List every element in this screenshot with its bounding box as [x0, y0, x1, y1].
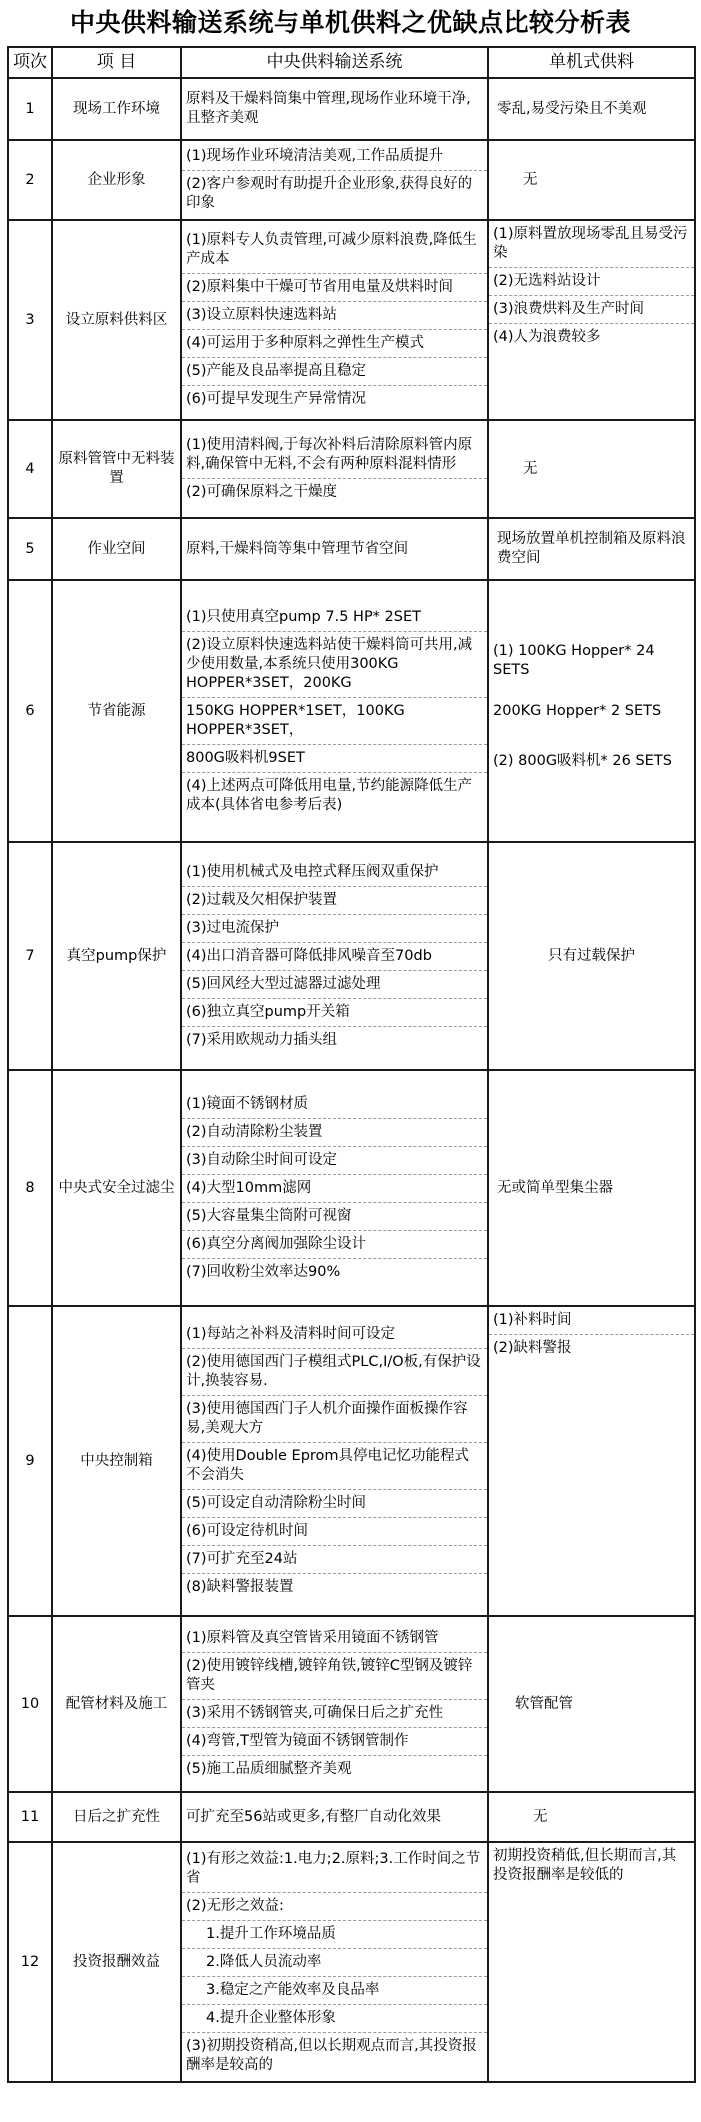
single-line: (2)缺料警报: [493, 1340, 572, 1356]
row-item: 投资报酬效益: [52, 1842, 181, 2082]
table-row: [8, 1070, 695, 1306]
single-line: 无或简单型集尘器: [497, 1179, 613, 1196]
central-line: 3.稳定之产能效率及良品率: [182, 1977, 487, 2005]
table-row: [8, 1842, 695, 2082]
central-line: 150KG HOPPER*1SET，100KG HOPPER*3SET，: [182, 698, 487, 745]
central-line: (2)无形之效益:: [182, 1893, 487, 1921]
central-line: 可扩充至56站或更多,有整厂自动化效果: [186, 1808, 442, 1825]
central-line: (6)可设定待机时间: [182, 1518, 487, 1546]
single-cell: [488, 420, 695, 518]
central-line: (5)产能及良品率提高且稳定: [182, 358, 487, 386]
single-cell: [488, 580, 695, 842]
row-number: 7: [8, 842, 52, 1070]
row-item: 中央式安全过滤尘: [52, 1070, 181, 1306]
central-line: (6)独立真空pump开关箱: [182, 999, 487, 1027]
central-line: (7)可扩充至24站: [182, 1546, 487, 1574]
row-item: 中央控制箱: [52, 1306, 181, 1616]
row-number: 1: [8, 78, 52, 140]
central-line: (1)只使用真空pump 7.5 HP* 2SET: [182, 604, 487, 632]
single-line: 初期投资稍低,但长期而言,其投资报酬率是较低的: [493, 1848, 677, 1883]
central-line: 1.提升工作环境品质: [182, 1921, 487, 1949]
central-line: (2)使用镀锌线槽,镀锌角铁,镀锌C型钢及镀锌管夹: [182, 1653, 487, 1700]
central-line: (4)弯管,T型管为镜面不锈钢管制作: [182, 1728, 487, 1756]
row-item: 原料管管中无料装置: [52, 420, 181, 518]
central-cell: [181, 78, 488, 140]
central-cell: [181, 1842, 488, 2082]
central-line: (7)回收粉尘效率达90%: [186, 1263, 341, 1280]
single-cell: [488, 1306, 695, 1616]
central-cell: [181, 518, 488, 580]
central-line: 2.降低人员流动率: [182, 1949, 487, 1977]
central-cell: [181, 580, 488, 842]
row-item: 配管材料及施工: [52, 1616, 181, 1792]
central-line: (8)缺料警报装置: [186, 1579, 294, 1595]
header-single: 单机式供料: [488, 47, 695, 78]
central-line: (5)可设定自动清除粉尘时间: [182, 1490, 487, 1518]
central-cell: [181, 1616, 488, 1792]
row-number: 9: [8, 1306, 52, 1616]
row-number: 3: [8, 220, 52, 420]
single-line: 零乱,易受污染且不美观: [497, 100, 647, 117]
single-line: (3)浪费烘料及生产时间: [489, 296, 694, 324]
central-line: (1)有形之效益:1.电力;2.原料;3.工作时间之节省: [182, 1846, 487, 1893]
header-item: 项 目: [52, 47, 181, 78]
table-row: [8, 220, 695, 420]
central-line: (2)可确保原料之干燥度: [186, 484, 338, 500]
row-item: 企业形象: [52, 140, 181, 220]
central-cell: [181, 140, 488, 220]
single-line: 无: [523, 171, 538, 188]
single-line: 无: [523, 460, 538, 477]
central-line: (1)现场作业环境清洁美观,工作品质提升: [182, 143, 487, 171]
row-item: 现场工作环境: [52, 78, 181, 140]
central-line: (2)设立原料快速选料站使干燥料筒可共用,减少使用数量,本系统只使用300KG HOPPER*3SET，200KG: [182, 632, 487, 698]
central-line: (1)使用机械式及电控式释压阀双重保护: [182, 859, 487, 887]
central-cell: [181, 842, 488, 1070]
single-line: 现场放置单机控制箱及原料浪费空间: [497, 531, 686, 566]
central-line: (3)设立原料快速选料站: [182, 302, 487, 330]
central-line: (4)使用Double Eprom具停电记忆功能程式不会消失: [182, 1443, 487, 1490]
single-cell: [488, 518, 695, 580]
central-line: (3)自动除尘时间可设定: [182, 1147, 487, 1175]
row-item: 日后之扩充性: [52, 1792, 181, 1842]
single-cell: [488, 842, 695, 1070]
single-cell: [488, 78, 695, 140]
table-row: [8, 420, 695, 518]
single-cell: [488, 1842, 695, 2082]
row-item: 节省能源: [52, 580, 181, 842]
single-line: (4)人为浪费较多: [493, 329, 601, 345]
central-line: (2)自动清除粉尘装置: [182, 1119, 487, 1147]
table-row: [8, 842, 695, 1070]
row-number: 6: [8, 580, 52, 842]
central-line: (1)镜面不锈钢材质: [182, 1091, 487, 1119]
table-row: [8, 78, 695, 140]
central-line: (5)大容量集尘筒附可视窗: [182, 1203, 487, 1231]
single-line: (1) 100KG Hopper* 24 SETS: [493, 643, 655, 678]
central-line: (1)原料管及真空管皆采用镜面不锈钢管: [182, 1625, 487, 1653]
single-line: 无: [533, 1808, 548, 1825]
single-cell: [488, 220, 695, 420]
single-line: 只有过载保护: [548, 947, 635, 964]
central-line: (2)过载及欠相保护装置: [182, 887, 487, 915]
table-body: [8, 78, 695, 2082]
central-line: 800G吸料机9SET: [182, 745, 487, 773]
central-cell: [181, 1306, 488, 1616]
central-line: (4)可运用于多种原料之弹性生产模式: [182, 330, 487, 358]
single-line: (2) 800G吸料机* 26 SETS: [493, 752, 672, 769]
central-cell: [181, 1792, 488, 1842]
header-row: [8, 47, 695, 78]
central-cell: [181, 1070, 488, 1306]
single-line: 200KG Hopper* 2 SETS: [493, 702, 662, 719]
row-item: 设立原料供料区: [52, 220, 181, 420]
row-number: 10: [8, 1616, 52, 1792]
central-cell: [181, 220, 488, 420]
central-line: 原料及干燥料筒集中管理,现场作业环境干净,且整齐美观: [186, 91, 471, 126]
single-line: (1)补料时间: [489, 1307, 694, 1335]
central-line: (1)原料专人负责管理,可减少原料浪费,降低生产成本: [182, 227, 487, 274]
table-row: [8, 1306, 695, 1616]
central-line: (5)施工品质细腻整齐美观: [186, 1761, 352, 1777]
single-cell: [488, 140, 695, 220]
central-line: (3)使用德国西门子人机介面操作面板操作容易,美观大方: [182, 1396, 487, 1443]
row-number: 12: [8, 1842, 52, 2082]
table-row: [8, 1616, 695, 1792]
header-central: 中央供料输送系统: [181, 47, 488, 78]
central-line: (6)可提早发现生产异常情况: [186, 391, 367, 407]
single-cell: [488, 1616, 695, 1792]
central-line: (1)每站之补料及清料时间可设定: [182, 1321, 487, 1349]
central-line: (6)真空分离阀加强除尘设计: [182, 1231, 487, 1259]
single-line: 软管配管: [515, 1695, 573, 1712]
central-line: 4.提升企业整体形象: [182, 2005, 487, 2033]
row-number: 11: [8, 1792, 52, 1842]
header-no: 项次: [8, 47, 52, 78]
table-row: [8, 1792, 695, 1842]
row-item: 作业空间: [52, 518, 181, 580]
table-row: [8, 140, 695, 220]
row-number: 8: [8, 1070, 52, 1306]
table-row: [8, 518, 695, 580]
central-line: (7)采用欧规动力插头组: [186, 1031, 338, 1048]
central-line: (5)回风经大型过滤器过滤处理: [182, 971, 487, 999]
central-line: (2)原料集中干燥可节省用电量及烘料时间: [182, 274, 487, 302]
row-number: 4: [8, 420, 52, 518]
single-cell: [488, 1070, 695, 1306]
single-cell: [488, 1792, 695, 1842]
central-line: (3)初期投资稍高,但以长期观点而言,其投资报酬率是较高的: [186, 2037, 477, 2073]
row-number: 2: [8, 140, 52, 220]
single-line: (2)无选料站设计: [489, 268, 694, 296]
table-row: [8, 580, 695, 842]
central-line: (1)使用清料阀,于每次补料后清除原料管内原料,确保管中无料,不会有两种原料混料情形: [182, 432, 487, 479]
page-title: 中央供料输送系统与单机供料之优缺点比较分析表: [69, 8, 631, 37]
central-line: (2)使用德国西门子模组式PLC,I/O板,有保护设计,换装容易.: [182, 1349, 487, 1396]
row-number: 5: [8, 518, 52, 580]
central-line: (2)客户参观时有助提升企业形象,获得良好的印象: [186, 176, 473, 211]
single-line: (1)原料置放现场零乱且易受污染: [489, 221, 694, 268]
central-line: (4)上述两点可降低用电量,节约能源降低生产成本(具体省电参考后表): [186, 777, 473, 813]
central-line: (3)采用不锈钢管夹,可确保日后之扩充性: [182, 1700, 487, 1728]
central-line: 原料,干燥料筒等集中管理节省空间: [186, 540, 409, 557]
central-line: (3)过电流保护: [182, 915, 487, 943]
central-line: (4)大型10mm滤网: [182, 1175, 487, 1203]
central-line: (4)出口消音器可降低排风噪音至70db: [182, 943, 487, 971]
row-item: 真空pump保护: [52, 842, 181, 1070]
central-cell: [181, 420, 488, 518]
comparison-table: [7, 46, 696, 2083]
